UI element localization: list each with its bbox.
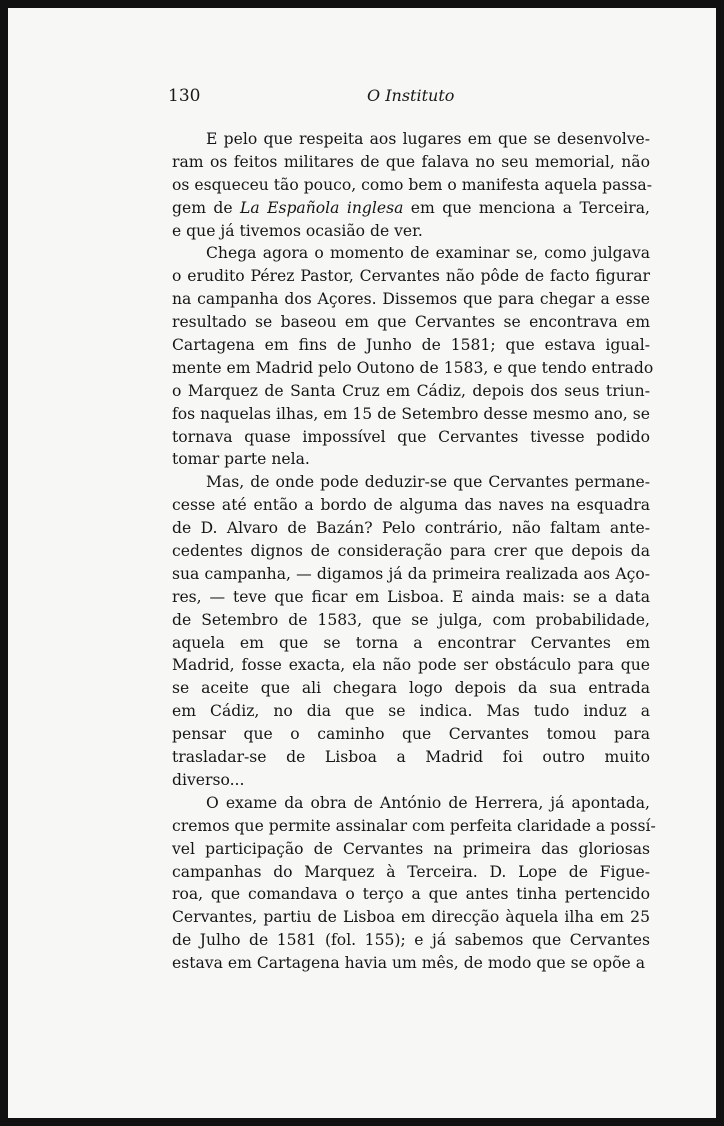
text-line: se aceite que ali chegara logo depois da sua entrada [172, 679, 650, 698]
text-line: e que já tivemos ocasião de ver. [172, 221, 423, 240]
text-line: sua campanha, — digamos já da primeira realizada aos Aço- [172, 564, 650, 583]
text-line: tornava quase impossível que Cervantes tivesse podido [172, 427, 650, 446]
running-title: O Instituto [367, 86, 455, 105]
text-line: de Julho de 1581 (fol. 155); e já sabemos que Cervantes [172, 931, 650, 950]
book-page [8, 8, 716, 1118]
text-line: na campanha dos Açores. Dissemos que para chegar a esse [172, 290, 650, 309]
text-line: Madrid, fosse exacta, ela não pode ser obstáculo para que [172, 656, 650, 675]
book-title-italic: La Española inglesa [240, 198, 404, 217]
text-line: resultado se baseou em que Cervantes se encontrava em [172, 313, 650, 332]
text-line: roa, que comandava o terço a que antes tinha pertencido [172, 885, 650, 904]
text-line: Mas, de onde pode deduzir-se que Cervantes permane- [206, 473, 650, 492]
text-line: campanhas do Marquez à Terceira. D. Lope de Figue- [172, 862, 650, 881]
text-segment: gem de [172, 198, 241, 217]
text-line: mente em Madrid pelo Outono de 1583, e que tendo entrado [172, 358, 654, 377]
text-line: estava em Cartagena havia um mês, de modo que se opõe a [172, 954, 645, 973]
paragraph [172, 471, 650, 791]
body-text [172, 128, 656, 975]
text-line [172, 197, 650, 220]
page-header [8, 86, 716, 112]
text-line: os esqueceu tão pouco, como bem o manifesta aquela passa- [172, 175, 652, 194]
text-line: vel participação de Cervantes na primeira das gloriosas [172, 839, 650, 858]
text-line: Chega agora o momento de examinar se, como julgava [206, 244, 650, 263]
text-line: res, — teve que ficar em Lisboa. E ainda mais: se a data [172, 587, 650, 606]
text-line: Cartagena em fins de Junho de 1581; que estava igual- [172, 336, 650, 355]
text-line: pensar que o caminho que Cervantes tomou para [172, 725, 650, 744]
text-line: ram os feitos militares de que falava no seu memorial, não [172, 152, 650, 171]
text-line: aquela em que se torna a encontrar Cervantes em [172, 633, 650, 652]
text-line: cremos que permite assinalar com perfeita claridade a possí- [172, 816, 656, 835]
text-line: em Cádiz, no dia que se indica. Mas tudo induz a [172, 702, 650, 721]
paragraph [172, 792, 656, 975]
text-line: tomar parte nela. [172, 450, 310, 469]
paragraph [172, 242, 654, 471]
text-line: cesse até então a bordo de alguma das naves na esquadra [172, 496, 650, 515]
text-segment: em que menciona a Terceira, [403, 198, 650, 217]
text-line: cedentes dignos de consideração para crer que depois da [172, 542, 650, 561]
paragraph [172, 128, 650, 242]
text-line: fos naquelas ilhas, em 15 de Setembro desse mesmo ano, se [172, 404, 650, 423]
text-line: O exame da obra de António de Herrera, já apontada, [206, 793, 650, 812]
text-line: de D. Alvaro de Bazán? Pelo contrário, não faltam ante- [172, 519, 650, 538]
text-line: o erudito Pérez Pastor, Cervantes não pôde de facto figurar [172, 267, 650, 286]
text-line: Cervantes, partiu de Lisboa em direcção àquela ilha em 25 [172, 908, 650, 927]
text-line: de Setembro de 1583, que se julga, com probabilidade, [172, 610, 650, 629]
text-line: o Marquez de Santa Cruz em Cádiz, depois dos seus triun- [172, 381, 650, 400]
page-number: 130 [168, 86, 201, 106]
text-line: trasladar-se de Lisboa a Madrid foi outro muito [172, 748, 650, 767]
text-line: E pelo que respeita aos lugares em que se desenvolve- [206, 130, 650, 148]
text-line: diverso... [172, 770, 245, 789]
